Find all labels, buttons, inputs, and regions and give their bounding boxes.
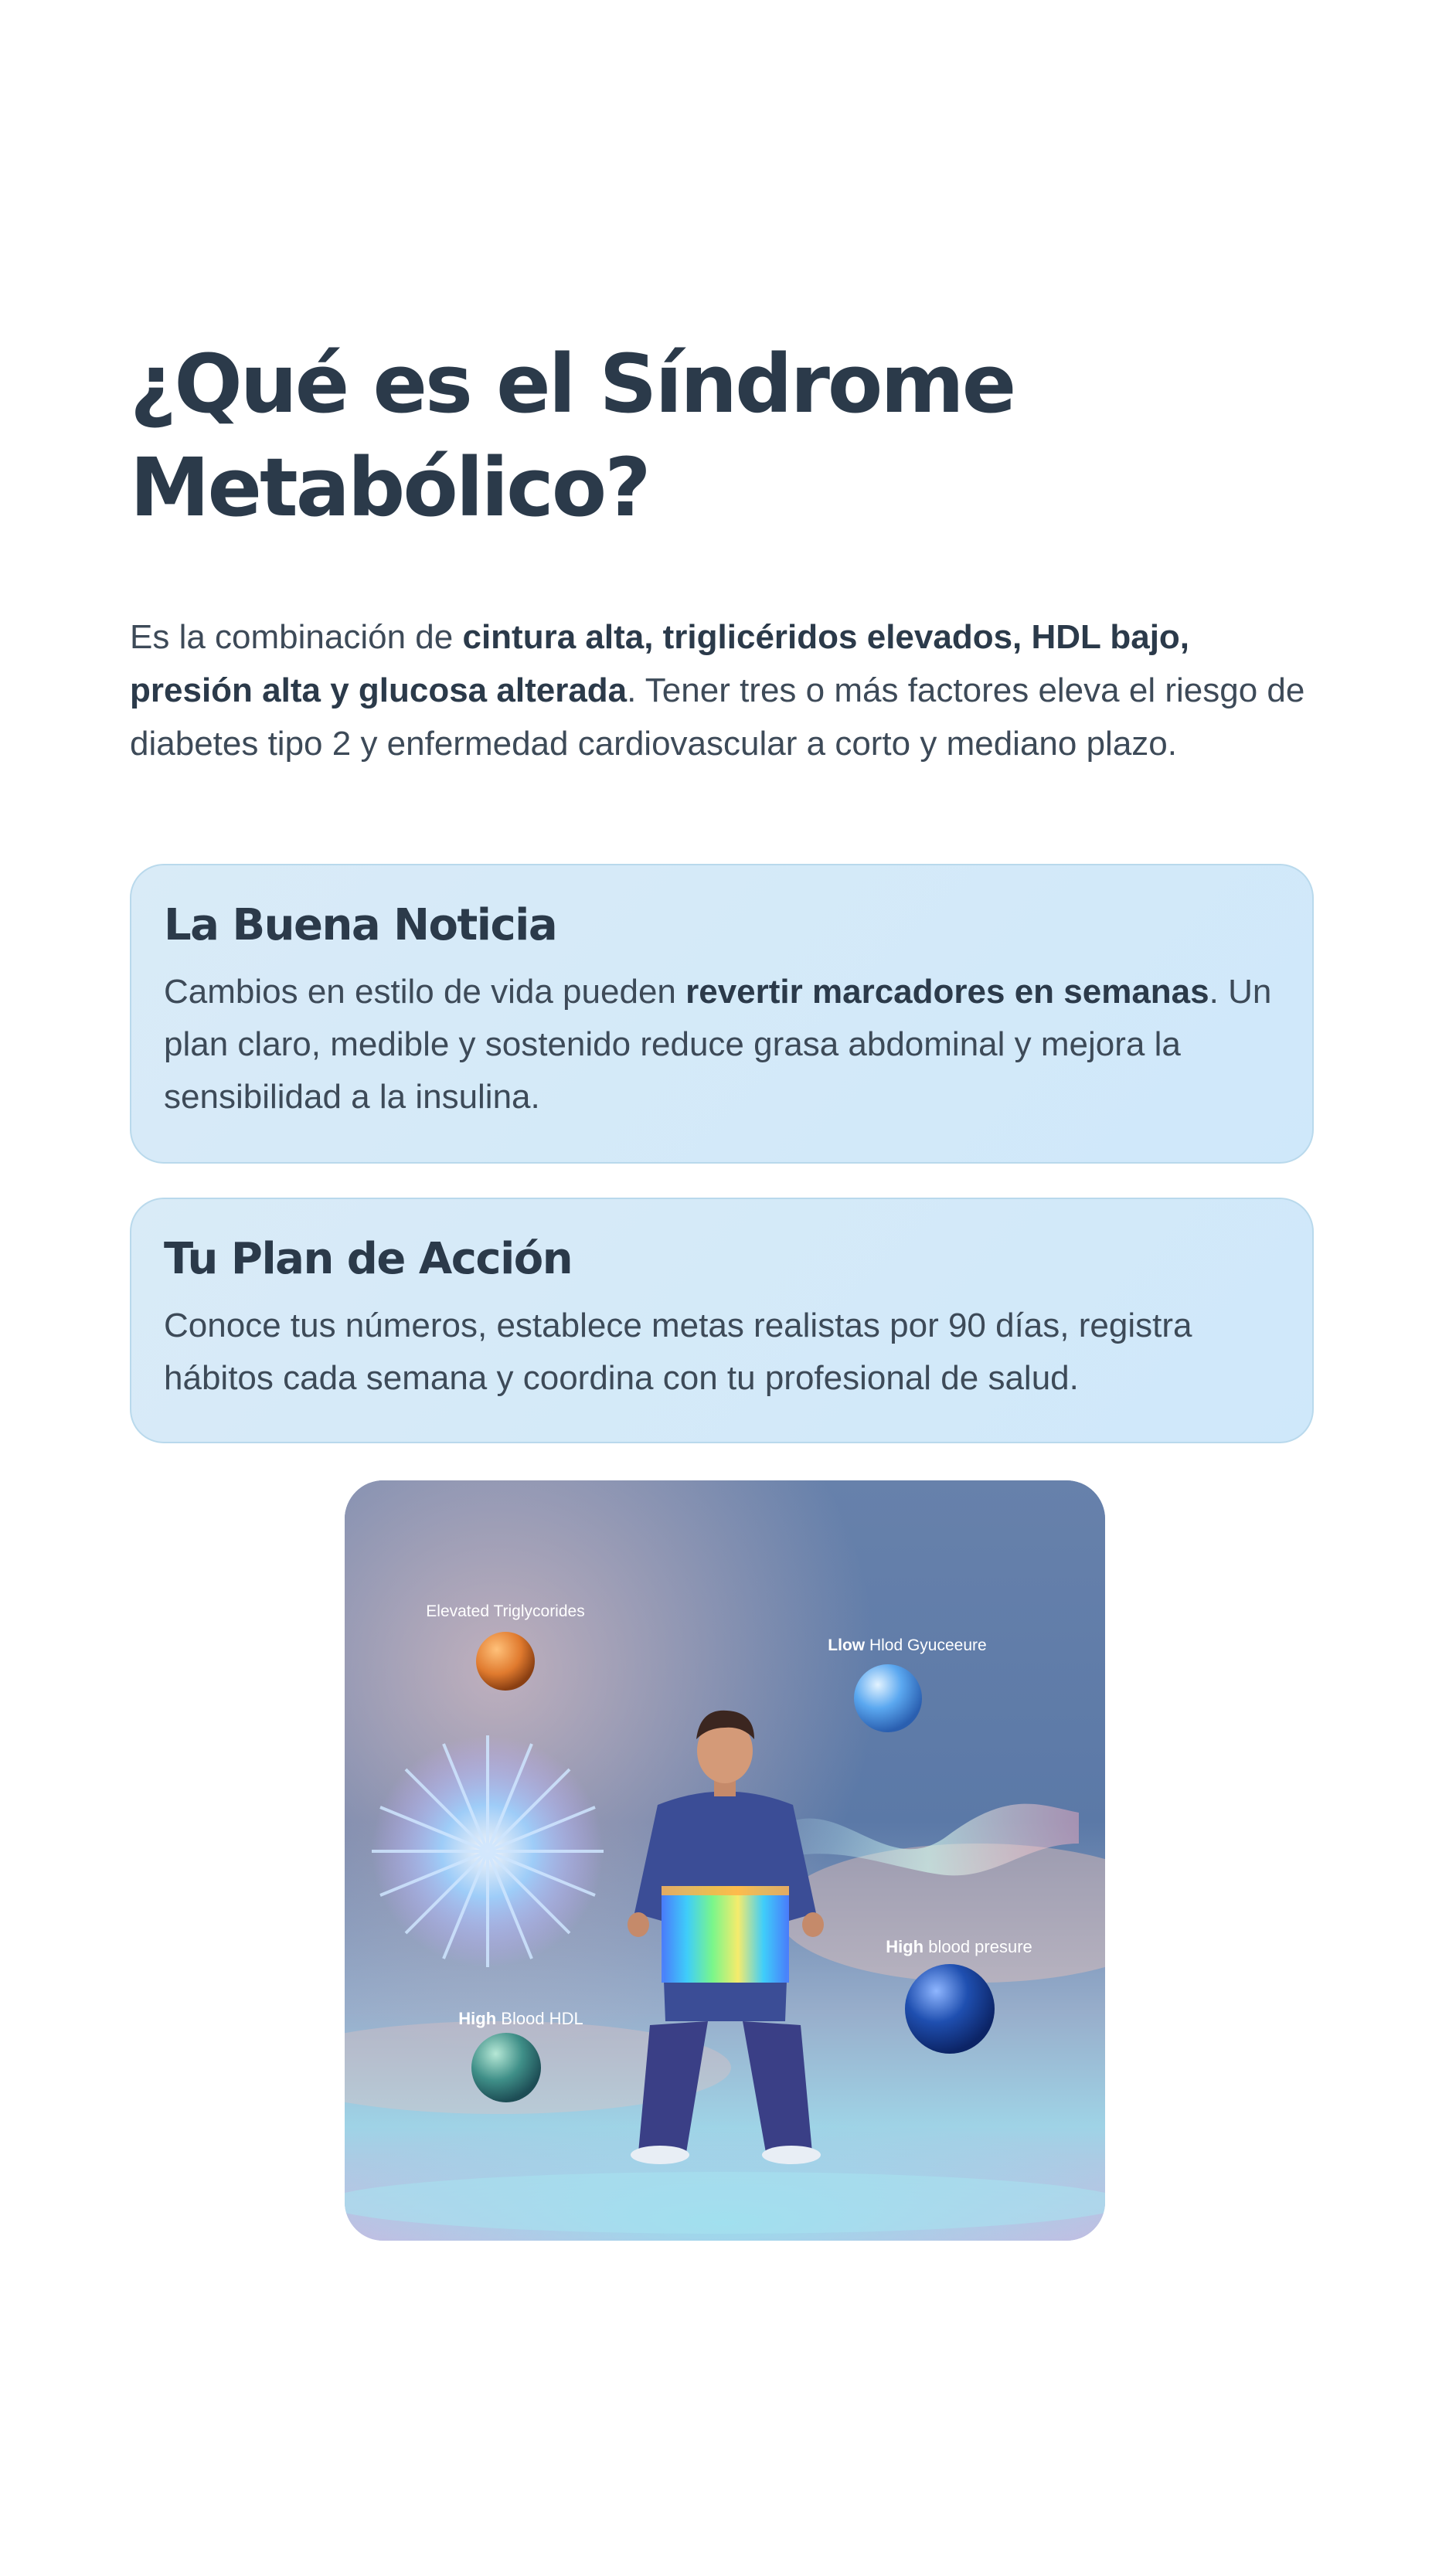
page-title: ¿Qué es el Síndrome Metabólico? <box>130 337 1015 535</box>
hdl-label <box>458 2009 583 2028</box>
glucose-sphere-icon <box>854 1664 922 1732</box>
pressure-label-bold: High <box>886 1937 924 1956</box>
glucose-label-bold: Llow <box>828 1636 866 1654</box>
intro-text-end: . Tener tres o más factores eleva el riesgo de diabetes tipo 2 y enfermedad cardiovascular a corto y mediano plazo. <box>130 671 1305 763</box>
hdl-sphere-icon <box>471 2033 541 2102</box>
good-news-text-bold: revertir marcadores en semanas <box>685 973 1209 1011</box>
hdl-label-bold: High <box>458 2009 497 2028</box>
triglycerides-label: Elevated Triglycorides <box>426 1602 585 1620</box>
action-plan-body: Conoce tus números, establece metas realistas por 90 días, registra hábitos cada semana y coordina con tu profesional de salud. <box>164 1307 1192 1397</box>
good-news-text-end: . Un plan claro, medible y sostenido reduce grasa abdominal y mejora la sensibilidad a la insulina. <box>164 973 1272 1116</box>
action-plan-card <box>130 1198 1314 1443</box>
action-plan-title: Tu Plan de Acción <box>164 1234 573 1284</box>
intro-text-bold: cintura alta, triglicéridos elevados, HDL bajo, presión alta y glucosa alterada <box>130 618 1190 709</box>
intro-text-start: Es la combinación de <box>130 618 463 656</box>
intro-paragraph <box>130 610 1320 770</box>
pressure-label-rest: blood presure <box>923 1937 1032 1956</box>
triglycerides-sphere-icon <box>476 1632 535 1691</box>
starburst-icon <box>372 1735 604 1967</box>
pressure-label <box>886 1937 1032 1956</box>
good-news-body <box>164 966 1280 1123</box>
metabolic-syndrome-illustration <box>345 1480 1105 2241</box>
illustration-svg <box>345 1480 1105 2241</box>
glucose-label-rest: Hlod Gyuceeure <box>865 1636 987 1654</box>
pressure-sphere-icon <box>905 1964 995 2054</box>
good-news-card <box>130 864 1314 1164</box>
good-news-title: La Buena Noticia <box>164 900 557 950</box>
floor-reflection <box>345 2172 1105 2234</box>
hdl-label-rest: Blood HDL <box>496 2009 583 2028</box>
good-news-text-start: Cambios en estilo de vida pueden <box>164 973 686 1011</box>
glucose-label <box>828 1636 986 1654</box>
